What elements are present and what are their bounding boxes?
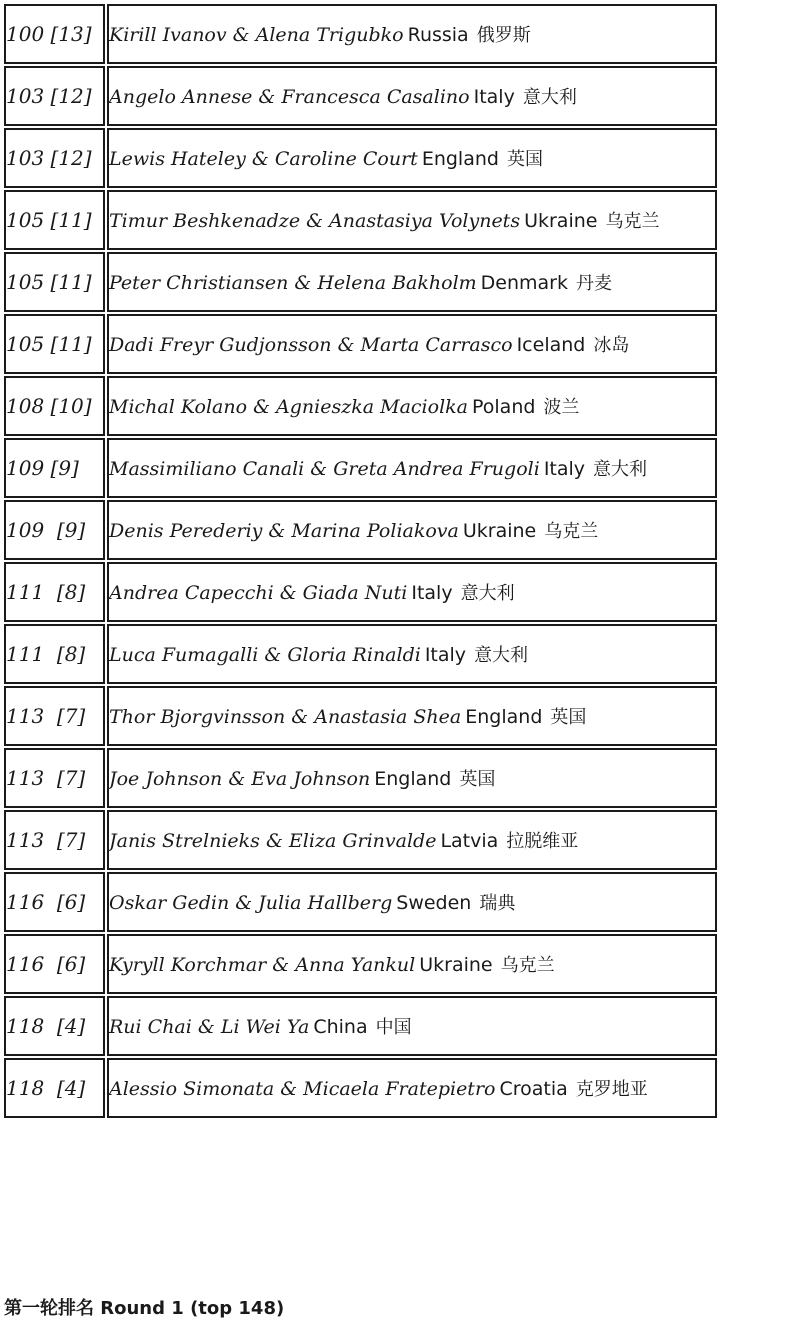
country-name-chinese: 英国 — [550, 707, 587, 728]
country-name-chinese: 瑞典 — [479, 893, 516, 914]
table-row — [4, 872, 717, 932]
country-name: Denmark — [480, 272, 568, 294]
country-name: Poland — [472, 396, 536, 418]
couple-names: Kyryll Korchmar & Anna Yankul — [109, 954, 416, 976]
entry-cell — [107, 252, 717, 312]
entry-cell — [107, 934, 717, 994]
table-row — [4, 66, 717, 126]
section-title: 第一轮排名 Round 1 (top 148) — [4, 1298, 285, 1319]
table-row — [4, 562, 717, 622]
country-name-chinese: 乌克兰 — [500, 955, 555, 976]
rank-cell: 103 [12] — [4, 66, 105, 126]
country-name: Ukraine — [524, 210, 598, 232]
couple-names: Lewis Hateley & Caroline Court — [109, 148, 418, 170]
couple-names: Janis Strelnieks & Eliza Grinvalde — [109, 830, 437, 852]
rank-cell: 113 [7] — [4, 748, 105, 808]
entry-cell — [107, 190, 717, 250]
country-name: Italy — [411, 582, 453, 604]
rank-cell: 109 [9] — [4, 438, 105, 498]
country-name-chinese: 意大利 — [474, 645, 529, 666]
rank-cell: 103 [12] — [4, 128, 105, 188]
couple-names: Timur Beshkenadze & Anastasiya Volynets — [109, 210, 521, 232]
country-name: England — [374, 768, 452, 790]
couple-names: Michal Kolano & Agnieszka Maciolka — [109, 396, 468, 418]
rank-cell: 111 [8] — [4, 624, 105, 684]
entry-cell — [107, 4, 717, 64]
entry-cell — [107, 748, 717, 808]
entry-cell — [107, 686, 717, 746]
couple-names: Oskar Gedin & Julia Hallberg — [109, 892, 393, 914]
ranking-table-body — [4, 4, 717, 1118]
rank-cell: 105 [11] — [4, 190, 105, 250]
country-name: China — [313, 1016, 368, 1038]
rank-cell: 109 [9] — [4, 500, 105, 560]
table-row — [4, 438, 717, 498]
rank-cell: 118 [4] — [4, 996, 105, 1056]
country-name: Ukraine — [419, 954, 493, 976]
rank-cell: 108 [10] — [4, 376, 105, 436]
country-name-chinese: 俄罗斯 — [476, 25, 531, 46]
couple-names: Dadi Freyr Gudjonsson & Marta Carrasco — [109, 334, 513, 356]
country-name-chinese: 英国 — [459, 769, 496, 790]
couple-names: Luca Fumagalli & Gloria Rinaldi — [109, 644, 421, 666]
table-row — [4, 314, 717, 374]
country-name-chinese: 波兰 — [543, 397, 580, 418]
couple-names: Joe Johnson & Eva Johnson — [109, 768, 371, 790]
country-name: England — [421, 148, 499, 170]
couple-names: Rui Chai & Li Wei Ya — [109, 1016, 310, 1038]
country-name: Iceland — [516, 334, 586, 356]
country-name-chinese: 中国 — [375, 1017, 412, 1038]
couple-names: Massimiliano Canali & Greta Andrea Frugoli — [109, 458, 540, 480]
rank-cell: 100 [13] — [4, 4, 105, 64]
country-name: Sweden — [396, 892, 472, 914]
table-row — [4, 686, 717, 746]
table-row — [4, 128, 717, 188]
couple-names: Angelo Annese & Francesca Casalino — [109, 86, 470, 108]
table-row — [4, 190, 717, 250]
couple-names: Alessio Simonata & Micaela Fratepietro — [109, 1078, 496, 1100]
country-name: Russia — [407, 24, 469, 46]
couple-names: Kirill Ivanov & Alena Trigubko — [109, 24, 404, 46]
country-name: England — [465, 706, 543, 728]
table-row — [4, 252, 717, 312]
couple-names: Denis Perederiy & Marina Poliakova — [109, 520, 459, 542]
entry-cell — [107, 1058, 717, 1118]
entry-cell — [107, 996, 717, 1056]
country-name-chinese: 拉脱维亚 — [506, 831, 579, 852]
country-name-chinese: 丹麦 — [576, 273, 612, 294]
country-name: Italy — [424, 644, 467, 666]
entry-cell — [107, 438, 717, 498]
rank-cell: 116 [6] — [4, 934, 105, 994]
table-row — [4, 376, 717, 436]
table-row — [4, 624, 717, 684]
rank-cell: 113 [7] — [4, 810, 105, 870]
entry-cell — [107, 562, 717, 622]
country-name-chinese: 冰岛 — [593, 335, 630, 356]
rank-cell: 118 [4] — [4, 1058, 105, 1118]
table-row — [4, 1058, 717, 1118]
country-name-chinese: 意大利 — [460, 583, 515, 604]
table-row — [4, 996, 717, 1056]
entry-cell — [107, 500, 717, 560]
country-name: Italy — [473, 86, 515, 108]
country-name: Ukraine — [462, 520, 537, 542]
entry-cell — [107, 872, 717, 932]
country-name-chinese: 乌克兰 — [544, 521, 599, 542]
entry-cell — [107, 810, 717, 870]
rank-cell: 113 [7] — [4, 686, 105, 746]
entry-cell — [107, 128, 717, 188]
entry-cell — [107, 376, 717, 436]
table-row — [4, 4, 717, 64]
rank-cell: 116 [6] — [4, 872, 105, 932]
country-name: Croatia — [499, 1078, 568, 1100]
country-name-chinese: 乌克兰 — [605, 211, 660, 232]
country-name: Latvia — [440, 830, 499, 852]
couple-names: Andrea Capecchi & Giada Nuti — [109, 582, 408, 604]
entry-cell — [107, 314, 717, 374]
country-name-chinese: 克罗地亚 — [575, 1079, 648, 1100]
table-row — [4, 500, 717, 560]
rank-cell: 105 [11] — [4, 314, 105, 374]
rank-cell: 111 [8] — [4, 562, 105, 622]
table-row — [4, 748, 717, 808]
table-row — [4, 810, 717, 870]
ranking-table — [2, 2, 719, 1120]
rank-cell: 105 [11] — [4, 252, 105, 312]
country-name-chinese: 意大利 — [593, 459, 648, 480]
couple-names: Peter Christiansen & Helena Bakholm — [109, 272, 477, 294]
country-name-chinese: 意大利 — [522, 87, 577, 108]
table-row — [4, 934, 717, 994]
couple-names: Thor Bjorgvinsson & Anastasia Shea — [109, 706, 462, 728]
country-name: Italy — [543, 458, 586, 480]
entry-cell — [107, 66, 717, 126]
entry-cell — [107, 624, 717, 684]
country-name-chinese: 英国 — [506, 149, 543, 170]
